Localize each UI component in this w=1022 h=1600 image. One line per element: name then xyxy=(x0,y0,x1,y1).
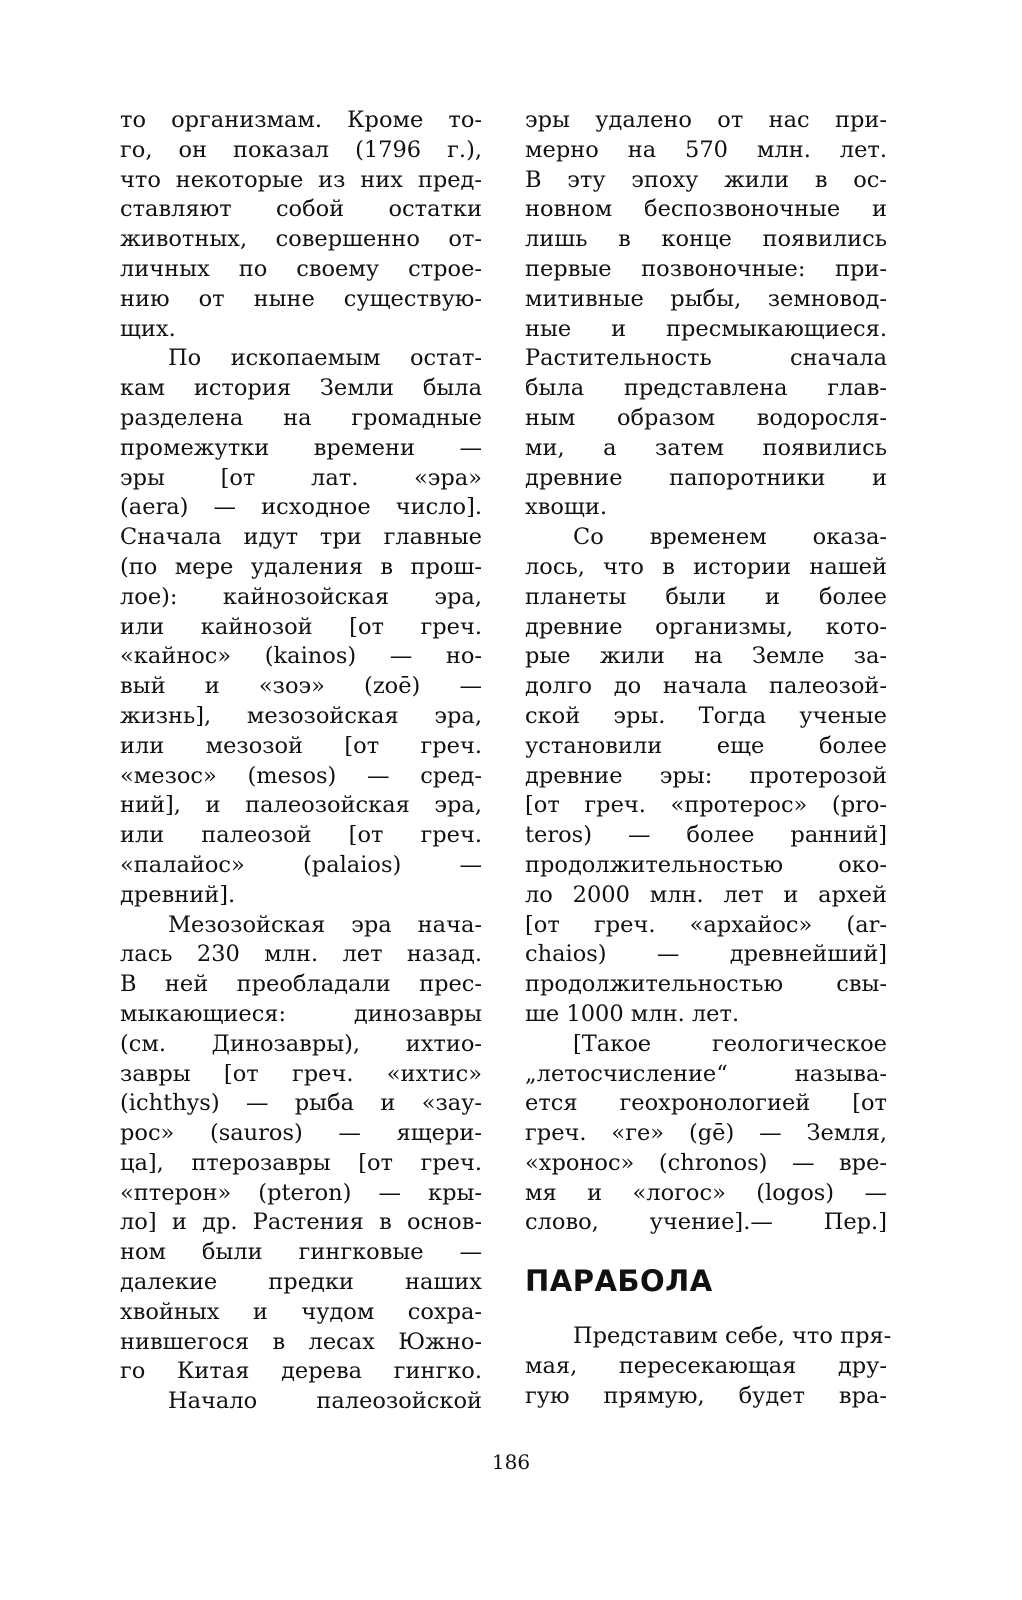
text-line: ным образом водоросля- xyxy=(525,404,887,431)
text-line: то организмам. Кроме то- xyxy=(120,107,482,133)
page-content xyxy=(120,106,900,1466)
text-line: греч. «ге» (gē) — Земля, xyxy=(525,1120,887,1147)
text-line: разделена на громадные xyxy=(120,404,482,431)
text-line: мя и «логос» (logos) — xyxy=(525,1179,887,1206)
text-line: [от греч. «архайос» (ar- xyxy=(525,911,887,938)
text-line: ской эры. Тогда ученые xyxy=(525,702,887,729)
text-line: эры [от лат. «эра» xyxy=(120,464,482,491)
text-line: [Такое геологическое xyxy=(573,1030,887,1057)
text-line: В эту эпоху жили в ос- xyxy=(525,166,887,193)
text-line: «палайос» (palaios) — xyxy=(120,851,482,878)
text-line: была представлена глав- xyxy=(525,375,887,402)
text-line: Мезозойская эра нача- xyxy=(168,911,482,938)
text-line: древние организмы, кото- xyxy=(525,613,887,640)
text-line: (см. Динозавры), ихтио- xyxy=(120,1030,482,1057)
text-line: хвойных и чудом сохра- xyxy=(120,1298,482,1325)
text-line: Растительность сначала xyxy=(525,345,887,372)
text-line: Представим себе, что пря- xyxy=(573,1323,892,1350)
text-line: лось, что в истории нашей xyxy=(525,553,887,580)
text-line: «хронос» (chronos) — вре- xyxy=(525,1149,887,1176)
text-line: [от греч. «протерос» (pro- xyxy=(525,792,887,819)
text-line: лое): кайнозойская эра, xyxy=(120,583,482,610)
text-line: лишь в конце появились xyxy=(525,226,887,253)
text-line: ном были гингковые — xyxy=(120,1239,482,1266)
text-line: мыкающиеся: динозавры xyxy=(120,1000,482,1027)
text-line: древние папоротники и xyxy=(525,464,887,491)
text-line: нившегося в лесах Южно- xyxy=(120,1328,482,1355)
text-line: митивные рыбы, земновод- xyxy=(525,285,887,312)
text-line: ло] и др. Растения в основ- xyxy=(120,1209,482,1236)
text-line: завры [от греч. «ихтис» xyxy=(120,1060,482,1087)
text-line: В ней преобладали прес- xyxy=(120,971,482,998)
text-line: долго до начала палеозой- xyxy=(525,673,887,700)
text-line: щих. xyxy=(120,315,176,342)
text-line: ные и пресмыкающиеся. xyxy=(525,315,887,342)
text-line: или палеозой [от греч. xyxy=(120,822,482,849)
text-line: хвощи. xyxy=(525,494,607,521)
section-heading: ПАРАБОЛА xyxy=(525,1264,713,1299)
text-line: жизнь], мезозойская эра, xyxy=(120,702,482,729)
text-line: лась 230 млн. лет назад. xyxy=(120,941,482,968)
text-line: По ископаемым остат- xyxy=(168,345,482,372)
left-column xyxy=(120,106,482,1417)
text-line: гую прямую, будет вра- xyxy=(525,1382,887,1409)
text-line: первые позвоночные: при- xyxy=(525,255,887,282)
text-line: эры удалено от нас при- xyxy=(525,107,887,133)
text-line: го, он показал (1796 г.), xyxy=(120,136,482,163)
text-line: ний], и палеозойская эра, xyxy=(120,792,482,819)
text-line: кам история Земли была xyxy=(120,375,482,402)
right-column xyxy=(525,106,892,1412)
text-line: Со временем оказа- xyxy=(573,524,887,551)
text-line: рые жили на Земле за- xyxy=(525,643,887,670)
text-line: «мезос» (mesos) — сред- xyxy=(120,762,482,789)
text-line: продолжительностью око- xyxy=(525,851,887,878)
text-line: слово, учение].— Пер.] xyxy=(525,1209,887,1236)
text-line: (ichthys) — рыба и «зау- xyxy=(120,1090,482,1117)
text-line: ется геохронологией [от xyxy=(525,1090,887,1117)
text-line: го Китая дерева гингко. xyxy=(120,1358,482,1385)
text-line: животных, совершенно от- xyxy=(120,226,482,253)
text-line: «кайнос» (kainos) — но- xyxy=(120,643,482,670)
text-line: ца], птерозавры [от греч. xyxy=(120,1149,482,1176)
text-line: личных по своему строе- xyxy=(120,255,482,282)
text-line: установили еще более xyxy=(525,732,887,759)
text-line: Сначала идут три главные xyxy=(120,524,482,551)
text-line: вый и «зоэ» (zoē) — xyxy=(120,673,482,700)
text-line: новном беспозвоночные и xyxy=(525,196,887,223)
text-line: промежутки времени — xyxy=(120,434,482,461)
text-line: ло 2000 млн. лет и архей xyxy=(525,881,887,908)
text-line: или кайнозой [от греч. xyxy=(120,613,482,640)
text-line: рос» (sauros) — ящери- xyxy=(120,1120,482,1147)
text-line: teros) — более ранний] xyxy=(525,822,887,849)
text-line: ставляют собой остатки xyxy=(120,196,482,223)
text-line: (aera) — исходное число]. xyxy=(120,494,482,521)
text-line: что некоторые из них пред- xyxy=(120,166,482,193)
text-line: (по мере удаления в прош- xyxy=(120,553,482,580)
text-line: мерно на 570 млн. лет. xyxy=(525,136,887,163)
text-line: „летосчисление“ называ- xyxy=(525,1060,887,1087)
text-line: древние эры: протерозой xyxy=(525,762,887,789)
text-line: древний]. xyxy=(120,881,236,908)
text-line: ше 1000 млн. лет. xyxy=(525,1000,740,1027)
text-line: ми, а затем появились xyxy=(525,434,887,461)
page-number: 186 xyxy=(491,1450,531,1474)
text-line: далекие предки наших xyxy=(120,1269,482,1296)
text-line: нию от ныне существую- xyxy=(120,285,482,312)
text-line: мая, пересекающая дру- xyxy=(525,1353,887,1380)
text-line: «птерон» (pteron) — кры- xyxy=(120,1179,482,1206)
text-line: Начало палеозойской xyxy=(168,1388,482,1415)
text-line: планеты были и более xyxy=(525,583,887,610)
text-line: или мезозой [от греч. xyxy=(120,732,482,759)
text-line: chaios) — древнейший] xyxy=(525,941,887,968)
text-line: продолжительностью свы- xyxy=(525,971,887,998)
